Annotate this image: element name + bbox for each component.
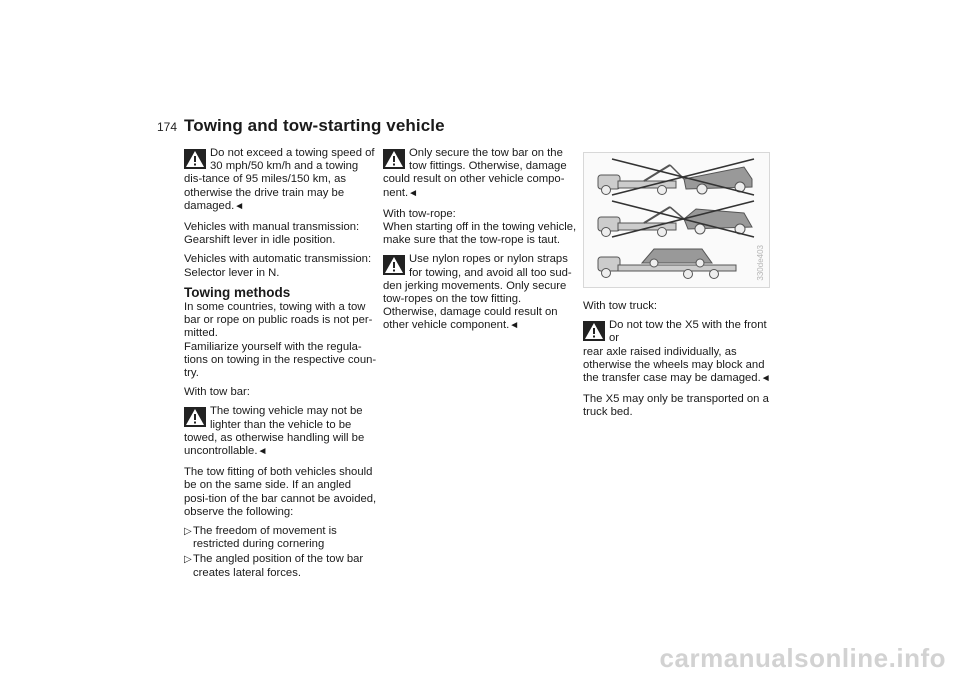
warning-triangle-icon	[184, 149, 206, 169]
warning-weight-rest: lighter than the vehicle to be towed, as otherwise handling will be uncontrollable.	[184, 418, 365, 458]
list-item	[184, 525, 378, 551]
tow-truck-label: With tow truck:	[583, 300, 658, 312]
list-item	[184, 553, 378, 579]
warning-speed	[184, 147, 378, 213]
column-2	[383, 147, 577, 341]
tow-rope-text: When starting off in the towing vehicle, make sure that the tow-rope is taut.	[383, 221, 577, 247]
warning-speed-rest: 30 mph/50 km/h and a towing dis-tance of 95 miles/150 km, as otherwise the drive train may be damaged.	[184, 160, 359, 212]
warning-weight-first: The towing vehicle may not be	[210, 405, 363, 418]
warning-axle-rest: rear axle raised individually, as otherwise the wheels may block and the transfer case may be damaged.	[583, 345, 765, 385]
warning-tow-fittings	[383, 147, 577, 200]
warning-nylon-rest: for towing, and avoid all too sud-den jerking movements. Only secure tow-ropes on the tow fitting. Otherwise, damage could result on other vehicle component.	[383, 266, 572, 332]
end-mark: ◄	[408, 187, 419, 199]
end-mark: ◄	[760, 373, 771, 385]
watermark: carmanualsonline.info	[659, 643, 946, 673]
page-number: 174	[157, 120, 178, 134]
towing-illustration	[583, 152, 770, 288]
tow-fitting-text: The tow fitting of both vehicles should be on the same side. If an angled posi-tion of the bar cannot be avoided, observe the following:	[184, 466, 377, 518]
truck-bed-text: The X5 may only be transported on a truck bed.	[583, 393, 769, 419]
warning-triangle-icon	[184, 407, 206, 427]
warning-nylon-first: Use nylon ropes or nylon straps	[409, 253, 568, 266]
warning-axle-first: Do not tow the X5 with the front or	[609, 319, 767, 345]
familiarize-text: Familiarize yourself with the regula-tions on towing in the respective coun-try.	[184, 340, 377, 380]
tow-truck-diagram-svg	[584, 153, 769, 287]
column-3	[583, 150, 778, 426]
warning-triangle-icon	[383, 149, 405, 169]
end-mark: ◄	[234, 200, 245, 212]
tow-bar-label: With tow bar:	[184, 386, 250, 399]
warning-triangle-icon	[383, 255, 405, 275]
manual-transmission-text: Vehicles with manual transmission: Gearshift lever in idle position.	[184, 221, 360, 247]
warning-fittings-rest: tow fittings. Otherwise, damage could result on other vehicle compo-nent.	[383, 160, 567, 199]
list-item-text: The angled position of the tow bar creates lateral forces.	[193, 553, 364, 579]
bullet-arrow-icon: ▷	[184, 526, 192, 538]
warning-speed-first: Do not exceed a towing speed of	[210, 147, 375, 159]
section-heading-towing-methods: Towing methods	[184, 284, 291, 300]
list-item-text: The freedom of movement is restricted during cornering	[193, 525, 337, 551]
figure-code: 330de403	[755, 245, 765, 281]
warning-nylon-ropes	[383, 253, 577, 332]
automatic-transmission-text: Vehicles with automatic transmission: Selector lever in N.	[184, 253, 372, 279]
end-mark: ◄	[257, 446, 268, 458]
bullet-arrow-icon: ▷	[184, 554, 192, 566]
column-1	[184, 147, 378, 582]
warning-fittings-first: Only secure the tow bar on the	[409, 147, 563, 159]
warning-axle-raised	[583, 319, 778, 385]
page-title: Towing and tow-starting vehicle	[184, 116, 445, 135]
end-mark: ◄	[509, 320, 520, 332]
countries-text: In some countries, towing with a tow bar or rope on public roads is not per-mitted.	[184, 301, 373, 340]
warning-vehicle-weight	[184, 405, 378, 458]
warning-triangle-icon	[583, 321, 605, 341]
tow-rope-label: With tow-rope:	[383, 207, 456, 220]
